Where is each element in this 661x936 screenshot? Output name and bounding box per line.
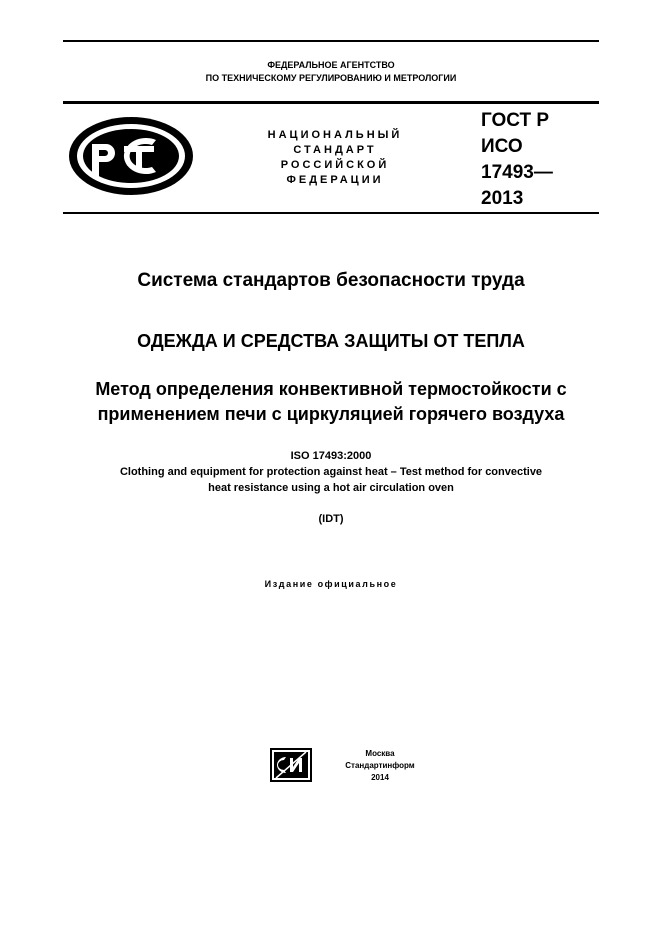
system-title: Система стандартов безопасности труда — [137, 270, 525, 291]
national-standard-label — [250, 128, 420, 188]
agency-line-2: ПО ТЕХНИЧЕСКОМУ РЕГУЛИРОВАНИЮ И МЕТРОЛОГИИ — [205, 73, 457, 83]
iso-title — [63, 464, 599, 496]
publisher-name: Стандартинформ — [345, 761, 415, 770]
publisher-city: Москва — [365, 749, 395, 758]
iso-title-line-2: heat resistance using a hot air circulation oven — [208, 482, 454, 494]
top-rule — [63, 40, 599, 42]
iso-number: ISO 17493:2000 — [290, 450, 372, 462]
method-title-line-2: применением печи с циркуляцией горячего воздуха — [97, 404, 565, 424]
gost-line-4: 2013 — [481, 188, 524, 209]
iso-title-line-1: Clothing and equipment for protection against heat – Test method for convective — [119, 466, 543, 478]
national-line-3: РОССИЙСКОЙ — [280, 159, 390, 171]
publisher-info — [330, 748, 430, 784]
national-line-1: НАЦИОНАЛЬНЫЙ — [267, 129, 403, 141]
gost-line-3: 17493— — [481, 162, 553, 183]
header-bottom-rule — [63, 212, 599, 214]
national-line-2: СТАНДАРТ — [293, 144, 377, 156]
edition-label: Издание официальное — [264, 579, 398, 589]
rst-logo-icon — [68, 116, 194, 196]
method-title-line-1: Метод определения конвективной термостойкости с — [95, 379, 567, 399]
gost-designation — [481, 108, 591, 212]
standartinform-logo-icon — [270, 748, 312, 782]
header-rule — [63, 101, 599, 104]
category-title: ОДЕЖДА И СРЕДСТВА ЗАЩИТЫ ОТ ТЕПЛА — [137, 331, 525, 351]
agency-line-1: ФЕДЕРАЛЬНОЕ АГЕНТСТВО — [267, 60, 395, 70]
agency-name — [63, 59, 599, 85]
identity-marker: (IDT) — [318, 513, 344, 525]
national-line-4: ФЕДЕРАЦИИ — [286, 174, 384, 186]
method-title — [63, 377, 599, 427]
gost-line-1: ГОСТ Р — [481, 110, 550, 131]
gost-line-2: ИСО — [481, 136, 523, 157]
publisher-year: 2014 — [371, 773, 389, 782]
